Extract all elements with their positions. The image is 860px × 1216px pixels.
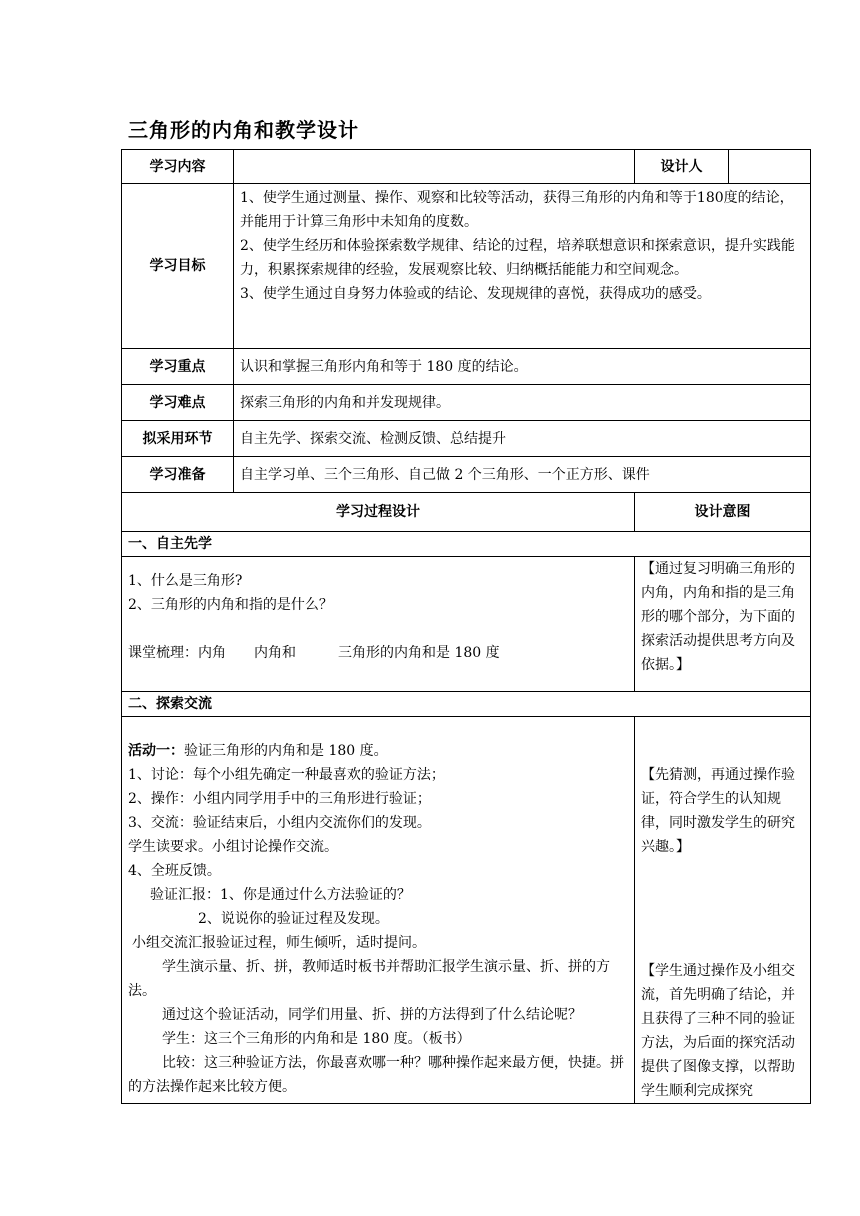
goal-item: 3、使学生通过自身努力体验或的结论、发现规律的喜悦，获得成功的感受。	[240, 286, 711, 302]
row-section1-title	[122, 532, 811, 557]
goal-item: 2、使学生经历和体验探索数学规律、结论的过程，培养联想意识和探索意识，提升实践能力，积累探索规律的经验，发展观察比较、归纳概括能能力和空间观念。	[240, 238, 795, 278]
process-header: 学习过程设计	[122, 493, 635, 532]
goals-cell	[234, 184, 811, 349]
prep-label: 学习准备	[122, 457, 234, 493]
row-content	[122, 150, 811, 184]
section2-line: 4、全班反馈。	[128, 863, 221, 879]
paragraph: 学生：这三个三角形的内角和是 180 度。（板书）	[162, 1031, 471, 1047]
section1-intent: 【通过复习明确三角形的内角，内角和指的是三角形的哪个部分，为下面的探索活动提供思考方向及依据。】	[635, 557, 811, 692]
activity-title: 活动一：	[128, 743, 184, 759]
paragraph: 学生演示量、折、拼，教师适时板书并帮助汇报学生演示量、折、拼的方法。	[128, 959, 610, 999]
group-line: 小组交流汇报验证过程，师生倾听，适时提问。	[132, 935, 426, 951]
report-line: 2、说说你的验证过程及发现。	[198, 911, 389, 927]
row-section2-title	[122, 692, 811, 717]
goal-item: 1、使学生通过测量、操作、观察和比较等活动，获得三角形的内角和等于180度的结论，并能用于计算三角形中未知角的度数。	[240, 190, 794, 230]
activity-text: 验证三角形的内角和是 180 度。	[184, 743, 388, 759]
intent-header: 设计意图	[635, 493, 811, 532]
section1-line: 2、三角形的内角和指的是什么？	[128, 597, 333, 613]
difficulty-label: 学习难点	[122, 385, 234, 421]
steps-label: 拟采用环节	[122, 421, 234, 457]
goals-label: 学习目标	[122, 184, 234, 349]
row-prep	[122, 457, 811, 493]
section2-line: 3、交流：验证结束后，小组内交流你们的发现。	[128, 815, 431, 831]
section1-line: 课堂梳理：内角 内角和 三角形的内角和是 180 度	[128, 645, 500, 661]
key-value: 认识和掌握三角形内角和等于 180 度的结论。	[234, 349, 811, 385]
section1-content	[122, 557, 635, 692]
designer-label: 设计人	[635, 150, 729, 184]
section1-title: 一、自主先学	[122, 532, 811, 557]
content-label: 学习内容	[122, 150, 234, 184]
row-key	[122, 349, 811, 385]
section2-intent-1: 【先猜测，再通过操作验证，符合学生的认知规律，同时激发学生的研究兴趣。】	[641, 767, 795, 855]
paragraph: 比较：这三种验证方法，你最喜欢哪一种？哪种操作起来最方便，快捷。拼的方法操作起来比较方便。	[128, 1055, 624, 1095]
report-line: 验证汇报：1、你是通过什么方法验证的？	[150, 887, 411, 903]
row-difficulty	[122, 385, 811, 421]
difficulty-value: 探索三角形的内角和并发现规律。	[234, 385, 811, 421]
document-title: 三角形的内角和教学设计	[128, 118, 359, 142]
row-goals	[122, 184, 811, 349]
lesson-plan-table	[121, 149, 811, 1104]
section2-content	[122, 717, 635, 1104]
section2-line: 2、操作：小组内同学用手中的三角形进行验证；	[128, 791, 431, 807]
activity-line	[128, 739, 628, 763]
section1-line	[128, 617, 628, 641]
section2-title: 二、探索交流	[122, 692, 811, 717]
section2-line: 1、讨论：每个小组先确定一种最喜欢的验证方法；	[128, 767, 445, 783]
paragraph: 通过这个验证活动，同学们用量、折、拼的方法得到了什么结论呢？	[162, 1007, 582, 1023]
section2-intent-2: 【学生通过操作及小组交流，首先明确了结论，并且获得了三种不同的验证方法，为后面的探究活动提供了图像支撑，以帮助学生顺利完成探究	[641, 963, 795, 1099]
row-section1	[122, 557, 811, 692]
key-label: 学习重点	[122, 349, 234, 385]
row-headers	[122, 493, 811, 532]
row-section2	[122, 717, 811, 1104]
section1-line: 1、什么是三角形?	[128, 573, 243, 589]
content-value	[234, 150, 635, 184]
section2-line: 学生读要求。小组讨论操作交流。	[128, 839, 338, 855]
steps-value: 自主先学、探索交流、检测反馈、总结提升	[234, 421, 811, 457]
prep-value: 自主学习单、三个三角形、自己做 2 个三角形、一个正方形、课件	[234, 457, 811, 493]
row-steps	[122, 421, 811, 457]
section2-intent-cell	[635, 717, 811, 1104]
designer-value	[729, 150, 811, 184]
